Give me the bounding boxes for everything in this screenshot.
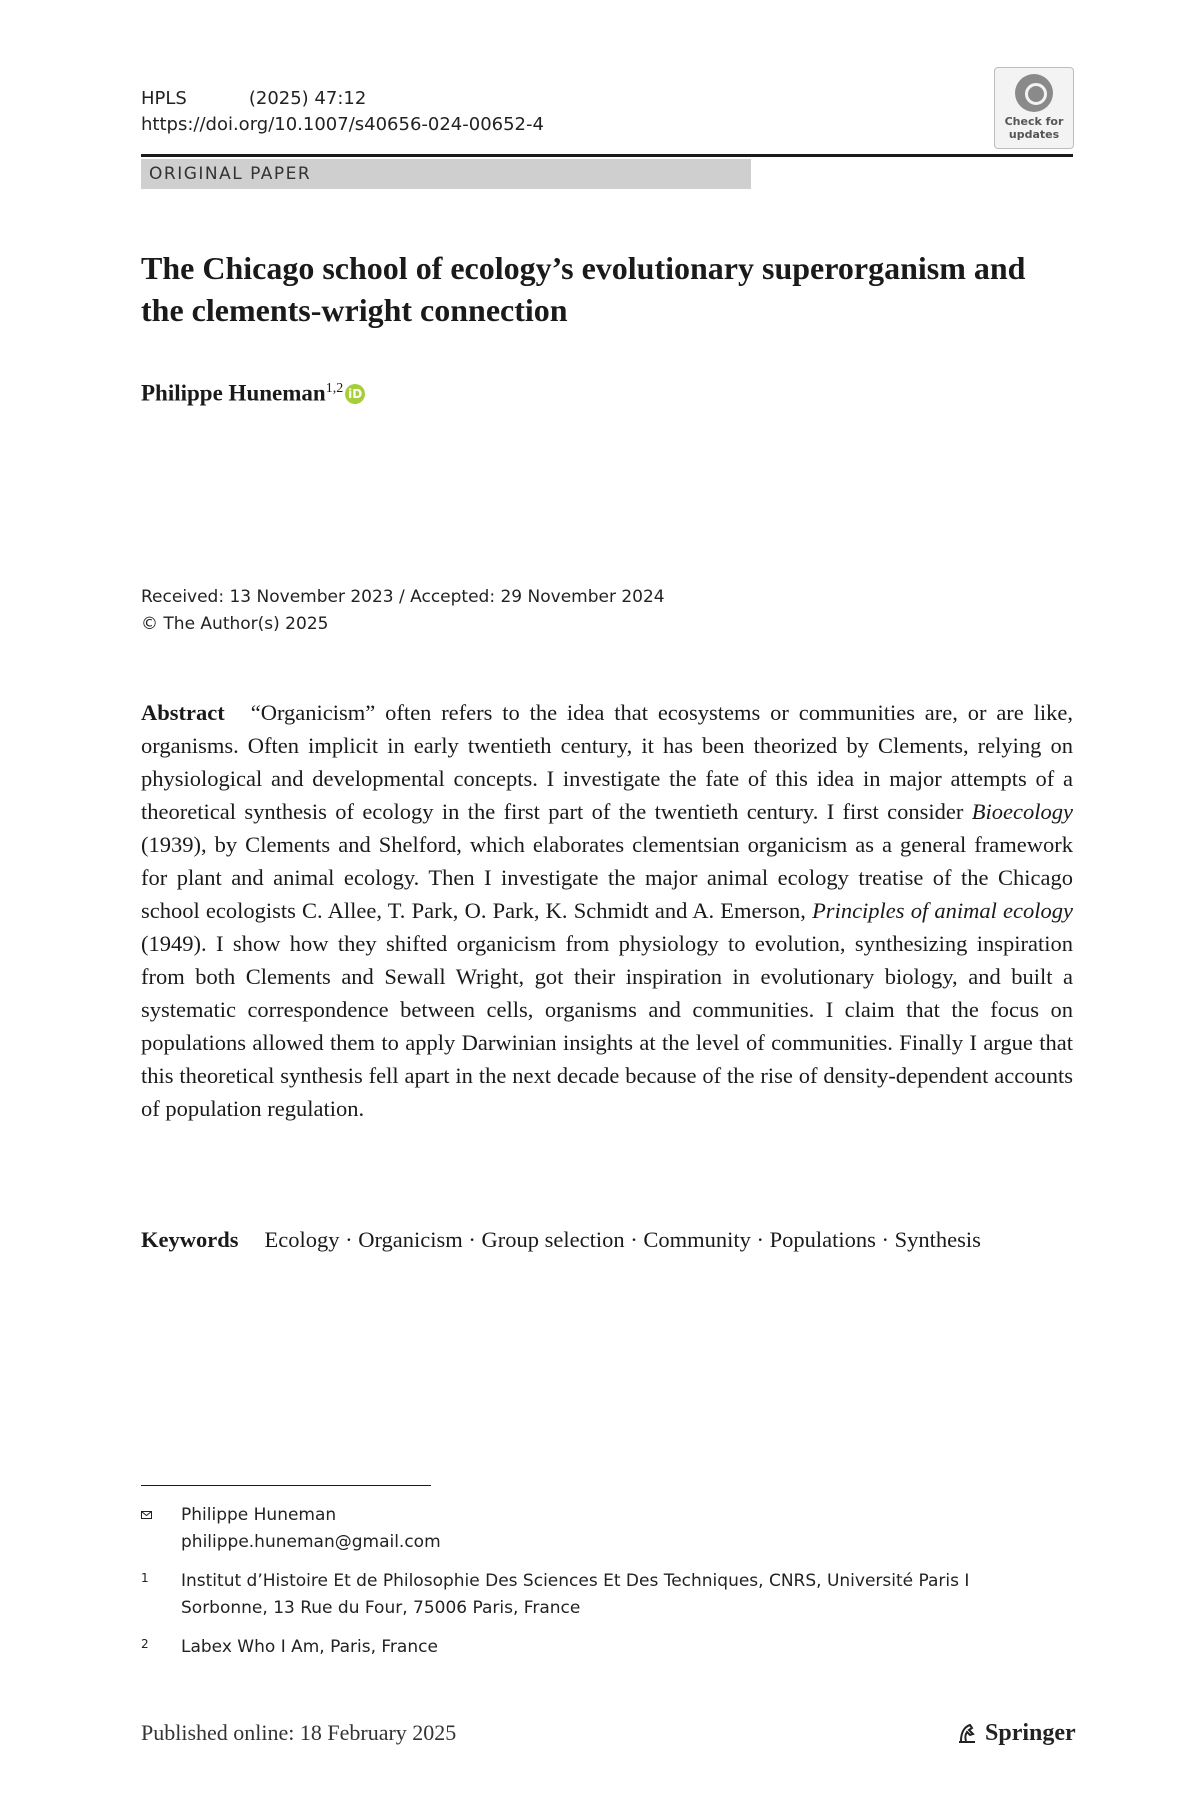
affiliation-marks: 1,2 xyxy=(325,381,344,396)
article-type-banner: ORIGINAL PAPER xyxy=(141,159,751,189)
doi-link[interactable]: https://doi.org/10.1007/s40656-024-00652-4 xyxy=(141,114,544,135)
abstract-text-2: (1939), by Clements and Shelford, which elaborates clementsian organicism as a general framework for plant and animal ecology. Then I investigate the major animal ecology treatise of the Chicago school ecologists C. Allee, T. Park, O. Park, K. Schmidt and A. Emerson, xyxy=(141,832,1073,923)
header-rule xyxy=(141,154,1073,157)
badge-line2: updates xyxy=(1008,128,1060,141)
keywords xyxy=(141,1223,1073,1257)
article-title: The Chicago school of ecology’s evolutionary superorganism and the clements-wright connection xyxy=(141,250,1026,328)
affiliation-1-line1: Institut d’Histoire Et de Philosophie Des Sciences Et Des Techniques, CNRS, Université Paris I xyxy=(181,1571,970,1591)
received-accepted: Received: 13 November 2023 / Accepted: 29 November 2024 xyxy=(141,587,665,607)
badge-line1: Check for xyxy=(1004,115,1064,128)
author-line xyxy=(141,375,365,408)
check-for-updates-badge[interactable] xyxy=(994,67,1074,149)
abstract-italic-bioecology: Bioecology xyxy=(971,799,1073,824)
correspondence-footnote xyxy=(141,1502,1073,1556)
journal-name: HPLS xyxy=(141,88,187,109)
abstract-italic-principles: Principles of animal ecology xyxy=(812,898,1073,923)
abstract xyxy=(141,696,1073,1125)
orcid-icon[interactable]: iD xyxy=(345,384,365,404)
affiliation-1-mark: 1 xyxy=(141,1571,149,1585)
springer-logo xyxy=(955,1718,1076,1748)
footnote-rule xyxy=(141,1485,431,1486)
article-dates xyxy=(141,584,665,638)
envelope-icon xyxy=(141,1502,181,1556)
published-online: Published online: 18 February 2025 xyxy=(141,1720,457,1745)
affiliation-2-line1: Labex Who I Am, Paris, France xyxy=(181,1637,438,1657)
affiliation-1 xyxy=(141,1568,1073,1622)
keywords-text: Ecology · Organicism · Group selection · Community · Populations · Synthesis xyxy=(264,1227,981,1252)
copyright: © The Author(s) 2025 xyxy=(141,614,329,634)
affiliation-2 xyxy=(141,1634,1073,1661)
corr-email[interactable]: philippe.huneman@gmail.com xyxy=(181,1532,441,1552)
affiliation-1-line2: Sorbonne, 13 Rue du Four, 75006 Paris, France xyxy=(181,1598,581,1618)
footnotes xyxy=(141,1502,1073,1673)
citation: (2025) 47:12 xyxy=(248,88,367,109)
abstract-label: Abstract xyxy=(141,700,225,725)
publisher-name: Springer xyxy=(985,1720,1076,1746)
affiliation-2-mark: 2 xyxy=(141,1637,149,1651)
keywords-label: Keywords xyxy=(141,1227,239,1252)
corr-name: Philippe Huneman xyxy=(181,1505,337,1525)
springer-horse-icon xyxy=(955,1721,979,1745)
crossmark-icon xyxy=(1015,74,1053,112)
author-name[interactable]: Philippe Huneman xyxy=(141,380,326,406)
abstract-text-3: (1949). I show how they shifted organicism from physiology to evolution, synthesizing inspiration from both Clements and Sewall Wright, got their inspiration in evolutionary biology, and built a systematic correspondence between cells, organisms and communities. I claim that the focus on populations allowed them to apply Darwinian insights at the level of communities. Finally I argue that this theoretical synthesis fell apart in the next decade because of the rise of density-dependent accounts of population regulation. xyxy=(141,931,1073,1121)
journal-meta xyxy=(141,86,544,138)
abstract-text-1: “Organicism” often refers to the idea that ecosystems or communities are, or are like, organisms. Often implicit in early twentieth century, it has been theorized by Clements, relying on physiological and developmental concepts. I investigate the fate of this idea in major attempts of a theoretical synthesis of ecology in the first part of the twentieth century. I first consider xyxy=(141,700,1073,824)
